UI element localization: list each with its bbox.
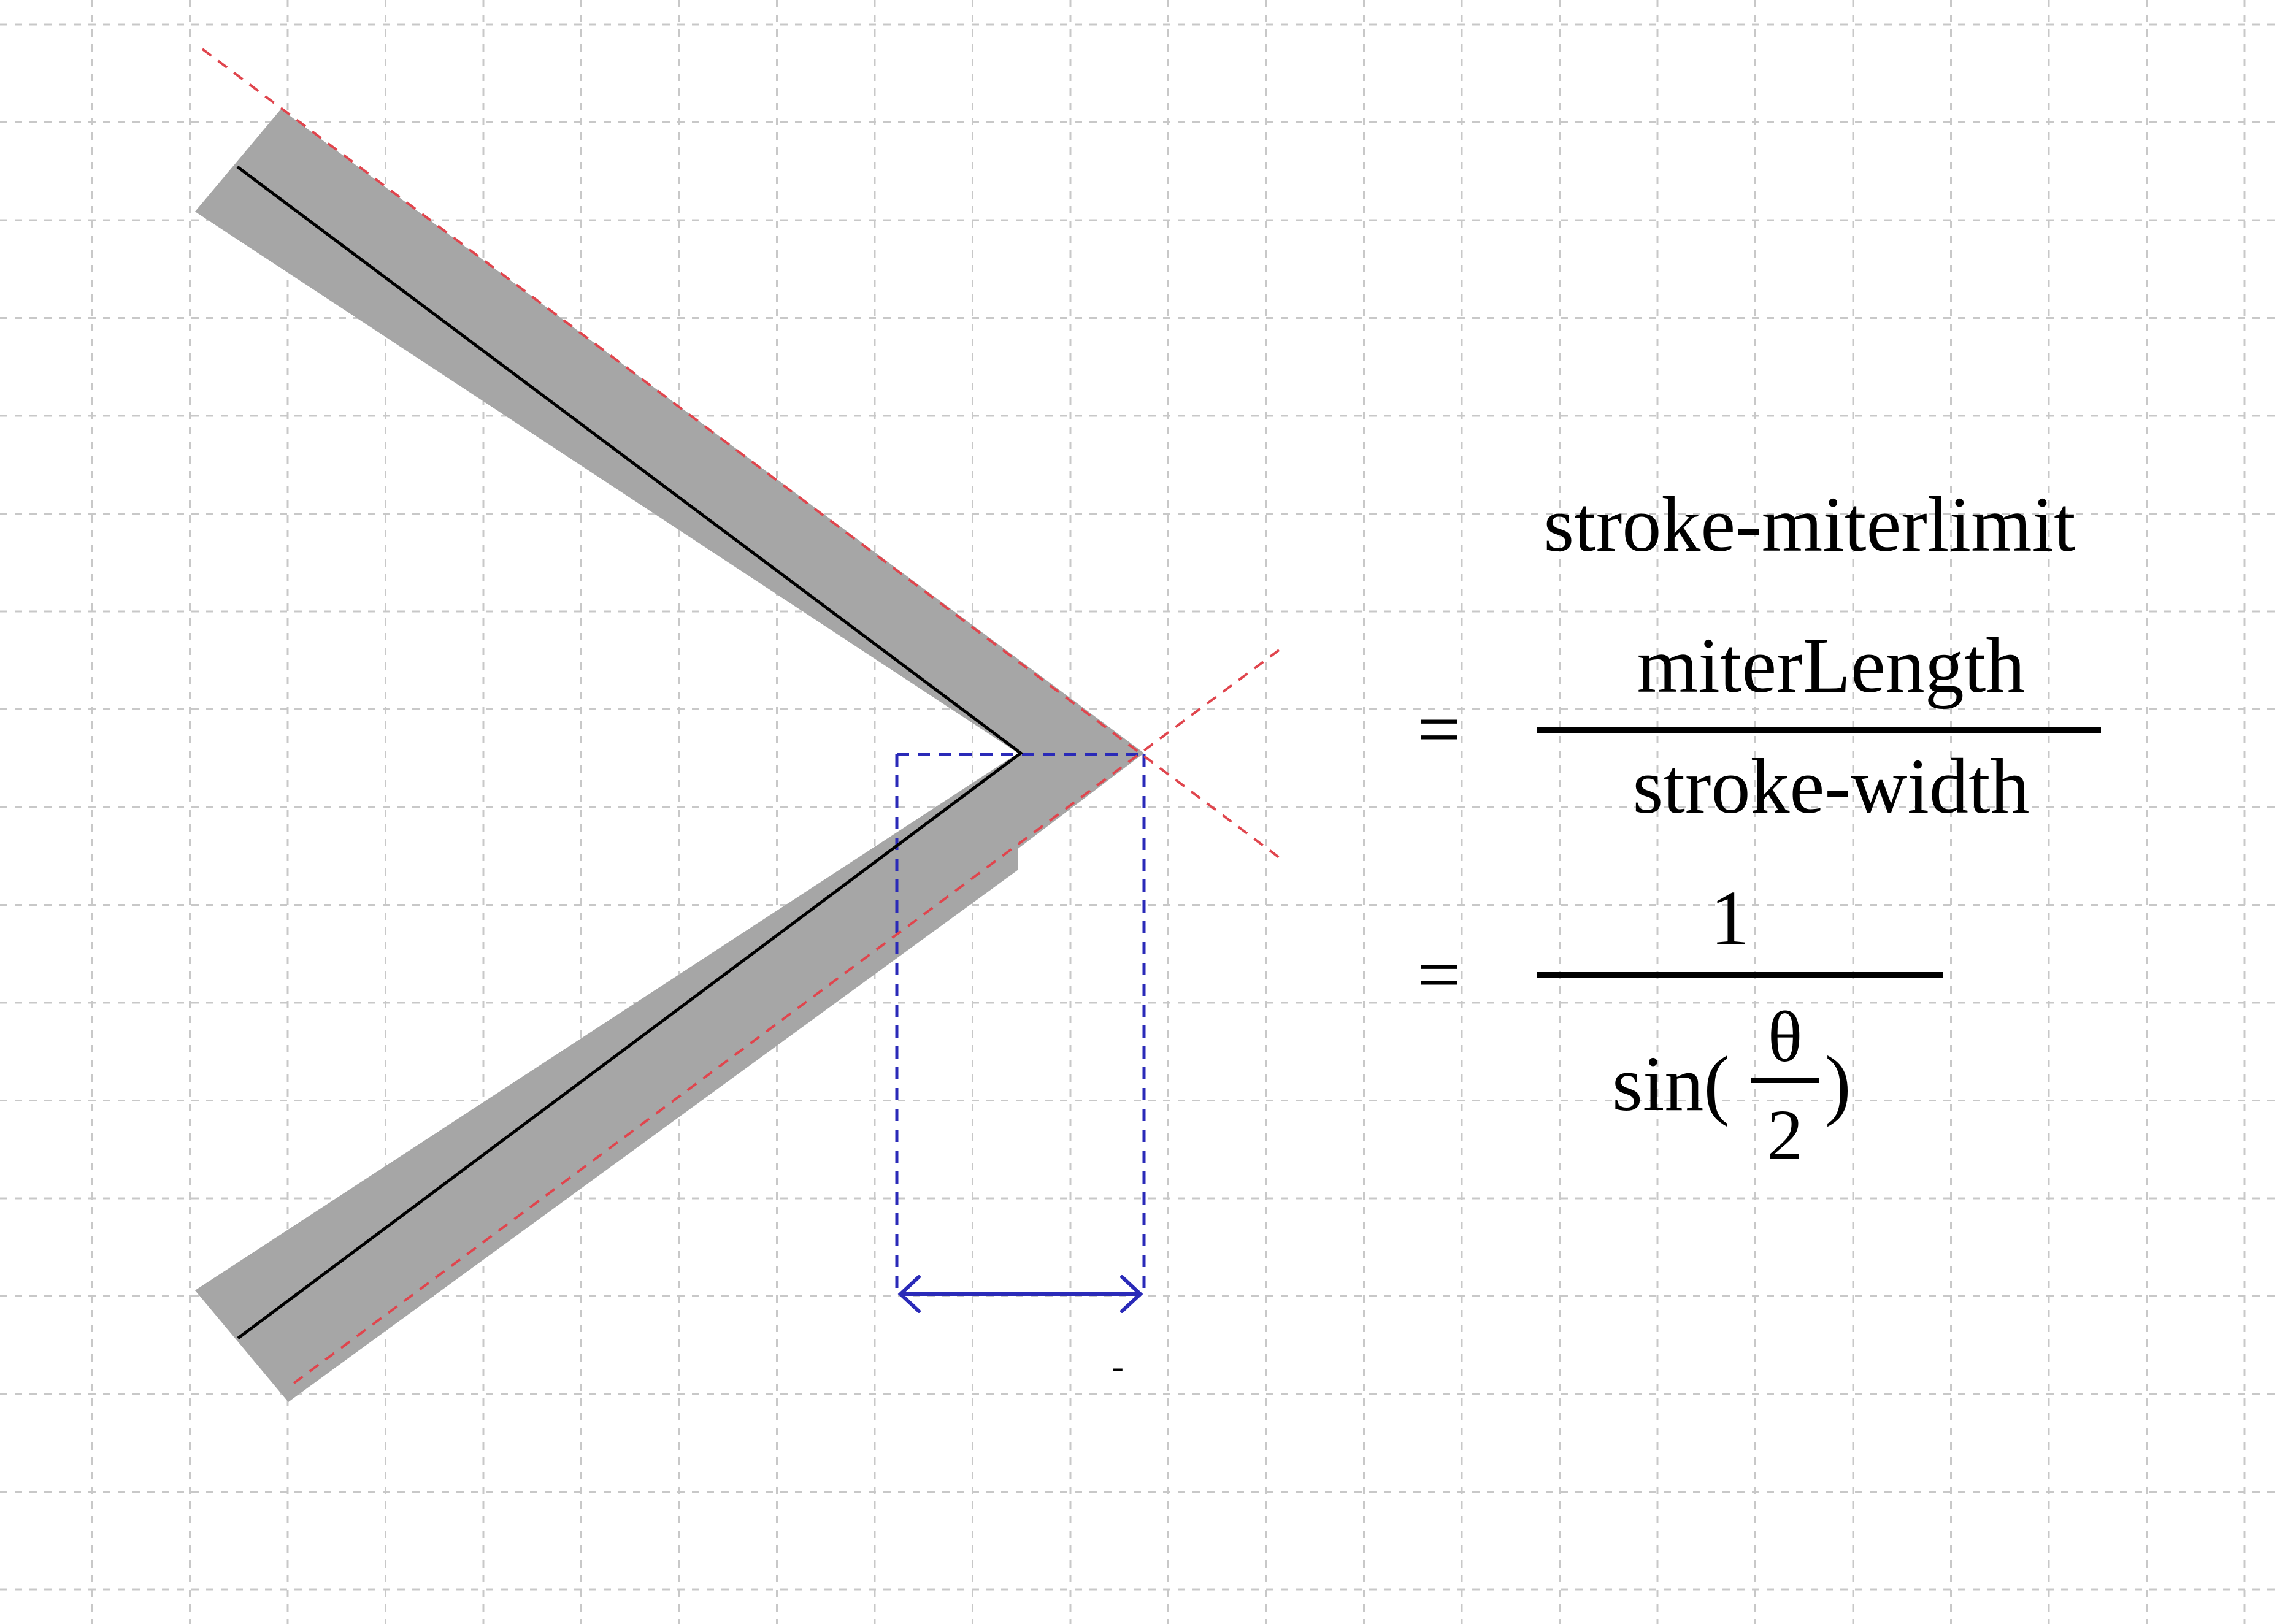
formula-equals-2: =: [1416, 931, 1462, 1018]
formula-close-paren: ): [1825, 1040, 1851, 1127]
stroke-width-dimension-arrow: [900, 1277, 1140, 1311]
formula-sin-prefix: sin(: [1612, 1040, 1730, 1127]
formula-title: stroke-miterlimit: [1543, 481, 2076, 568]
formula-denominator-1: stroke-width: [1632, 743, 2030, 830]
formula-numerator-1: miterLength: [1637, 622, 2025, 709]
dimension-label: -: [1112, 1346, 1124, 1387]
formula-theta: θ: [1767, 997, 1803, 1077]
formula-numerator-2: 1: [1710, 875, 1749, 962]
formula-equals-1: =: [1416, 686, 1462, 773]
formula-two: 2: [1767, 1095, 1803, 1175]
path-center-line: [237, 167, 1021, 1338]
